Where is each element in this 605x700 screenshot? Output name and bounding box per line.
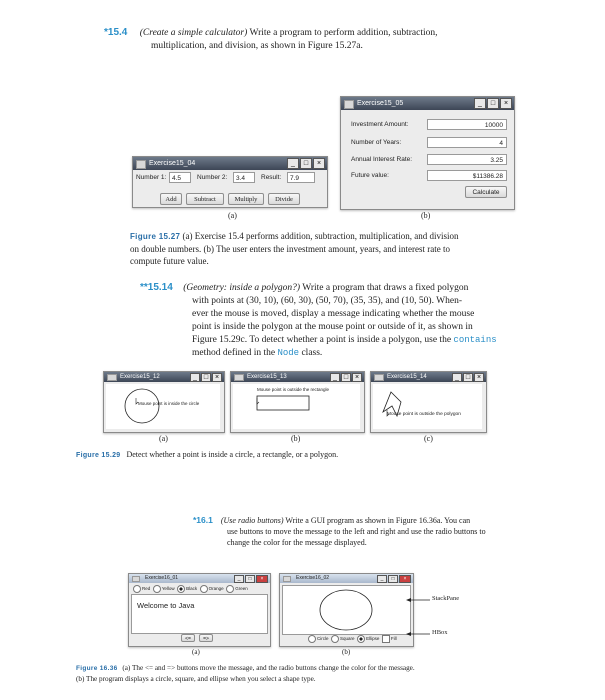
code-contains: contains [453, 335, 497, 345]
window-icon [132, 576, 140, 582]
calculate-button[interactable]: Calculate [465, 186, 507, 198]
subfigure-label: (a) [192, 648, 200, 656]
multiply-button[interactable]: Multiply [228, 193, 264, 205]
maximize-icon[interactable]: □ [487, 98, 499, 109]
exercise-16-1 [193, 515, 533, 548]
close-icon[interactable]: × [474, 373, 484, 382]
polygon-drawing [373, 384, 482, 429]
maximize-icon[interactable]: □ [341, 373, 351, 382]
close-icon[interactable]: × [256, 575, 268, 583]
radio-yellow[interactable]: Yellow [153, 586, 175, 591]
exercise-text: Write a GUI program as shown in Figure 16.36a. You can [283, 516, 471, 525]
close-icon[interactable]: × [212, 373, 222, 382]
exercise-text: change the color for the message displayed. [227, 538, 367, 547]
maximize-icon[interactable]: □ [245, 575, 255, 583]
window-title: Exercise16_02 [296, 575, 330, 581]
title-bar [341, 97, 514, 110]
number2-label: Number 2: [197, 174, 228, 181]
subfigure-label: (a) [228, 211, 237, 220]
subfigure-label: (b) [421, 211, 431, 220]
drawing-pane[interactable] [106, 384, 220, 429]
radio-green[interactable]: Green [226, 586, 248, 591]
welcome-message: Welcome to Java [137, 601, 195, 610]
minimize-icon[interactable]: _ [190, 373, 200, 382]
window-title: Exercise15_05 [357, 100, 404, 107]
radio-red[interactable]: Red [133, 586, 150, 591]
years-label: Number of Years: [351, 139, 402, 146]
window-icon [283, 576, 291, 582]
investment-field[interactable]: 10000 [427, 119, 507, 130]
rate-label: Annual Interest Rate: [351, 156, 413, 163]
figure-caption [130, 230, 510, 267]
figure-caption [76, 449, 536, 462]
minimize-icon[interactable]: _ [287, 158, 299, 169]
exercise-text: with points at (30, 10), (60, 30), (50, 70), (35, 35), and (10, 50). When- [192, 296, 462, 306]
exercise-number: **15.14 [140, 282, 173, 293]
window-icon [136, 160, 146, 169]
window-title: Exercise16_01 [145, 575, 179, 581]
subfigure-label: (a) [159, 434, 168, 443]
drawing-pane[interactable] [233, 384, 360, 429]
caption-text: (b) The program displays a circle, square, and ellipse when you select a shape type. [76, 675, 316, 683]
figure-label: Figure 15.29 [76, 452, 121, 459]
subfigure-label: (b) [342, 648, 351, 656]
figure-label: Figure 16.36 [76, 665, 118, 672]
close-icon[interactable]: × [352, 373, 362, 382]
caption-text: Detect whether a point is inside a circle, a rectangle, or a polygon. [126, 450, 339, 459]
investment-label: Investment Amount: [351, 121, 409, 128]
add-button[interactable]: Add [160, 193, 182, 205]
radio-circle[interactable]: Circle [308, 636, 329, 641]
title-bar [129, 574, 270, 583]
window-icon [374, 374, 384, 381]
window-title: Exercise15_14 [387, 374, 427, 380]
title-bar [280, 574, 413, 583]
radio-message-window [128, 573, 271, 647]
mouse-cursor-icon [257, 398, 259, 404]
years-field[interactable]: 4 [427, 137, 507, 148]
exercise-text: class. [299, 348, 323, 358]
divide-button[interactable]: Divide [268, 193, 300, 205]
title-bar [231, 372, 364, 382]
shape-pane [282, 585, 411, 635]
minimize-icon[interactable]: _ [330, 373, 340, 382]
future-value-field[interactable]: $11386.28 [427, 170, 507, 181]
ellipse-drawing [283, 586, 410, 634]
minimize-icon[interactable]: _ [234, 575, 244, 583]
minimize-icon[interactable]: _ [377, 575, 387, 583]
maximize-icon[interactable]: □ [201, 373, 211, 382]
shape-window [279, 573, 414, 647]
exercise-text: Write a program to perform addition, subtraction, [247, 28, 438, 38]
exercise-text: method defined in the [192, 348, 278, 358]
stackpane-label: StackPane [432, 595, 460, 602]
radio-ellipse[interactable]: Ellipse [357, 636, 379, 641]
window-title: Exercise15_13 [247, 374, 287, 380]
exercise-title: (Geometry: inside a polygon?) [183, 283, 301, 293]
window-title: Exercise15_12 [120, 374, 160, 380]
caption-text: (a) Exercise 15.4 performs addition, subtraction, multiplication, and division [182, 231, 459, 241]
caption-text: compute future value. [130, 256, 209, 266]
radio-orange[interactable]: Orange [200, 586, 224, 591]
move-left-button[interactable]: <= [181, 634, 195, 642]
close-icon[interactable]: × [500, 98, 512, 109]
color-radio-group [133, 585, 248, 593]
circle-drawing [106, 384, 220, 429]
future-value-window [340, 96, 515, 210]
rectangle-window [230, 371, 365, 433]
exercise-text: ever the mouse is moved, display a message indicating whether the mouse [192, 309, 475, 319]
code-node: Node [277, 348, 300, 358]
window-icon [107, 374, 117, 381]
exercise-title: (Use radio buttons) [220, 516, 284, 525]
message-pane [131, 594, 268, 634]
subfigure-label: (b) [291, 434, 301, 443]
figure-label: Figure 15.27 [130, 232, 181, 241]
checkbox-fill[interactable]: Fill [382, 636, 397, 641]
exercise-number: *15.4 [104, 27, 128, 38]
hbox-label: HBox [432, 629, 448, 636]
exercise-15-14 [140, 281, 530, 360]
polygon-window [370, 371, 487, 433]
minimize-icon[interactable]: _ [474, 98, 486, 109]
exercise-number: *16.1 [193, 515, 213, 525]
circle-window [103, 371, 225, 433]
title-bar [371, 372, 486, 382]
window-icon [234, 374, 244, 381]
subtract-button[interactable]: Subtract [186, 193, 224, 205]
window-title: Exercise15_04 [149, 160, 196, 167]
maximize-icon[interactable]: □ [388, 575, 398, 583]
rate-field[interactable]: 3.25 [427, 154, 507, 165]
caption-text: (a) The <= and => buttons move the message, and the radio buttons change the color for the message. [122, 664, 415, 672]
close-icon[interactable]: × [399, 575, 411, 583]
future-value-label: Future value: [351, 172, 389, 179]
radio-square[interactable]: Square [331, 636, 355, 641]
mouse-message: Mouse point is outside the polygon [387, 412, 461, 417]
subfigure-label: (c) [424, 434, 433, 443]
close-icon[interactable]: × [313, 158, 325, 169]
mouse-message: Mouse point is inside the circle [138, 401, 200, 406]
move-right-button[interactable]: => [199, 634, 213, 642]
result-field[interactable]: 7.9 [287, 172, 315, 183]
exercise-text: Figure 15.29c. To detect whether a point is inside a polygon, use the [192, 335, 454, 345]
window-icon [344, 100, 354, 109]
maximize-icon[interactable]: □ [300, 158, 312, 169]
mouse-message: Mouse point is outside the rectangle [257, 387, 330, 392]
exercise-15-4 [104, 26, 524, 53]
exercise-text: multiplication, and division, as shown in Figure 15.27a. [151, 41, 363, 51]
result-label: Result: [261, 174, 282, 181]
caption-text: on double numbers. (b) The user enters the investment amount, years, and interest rate to [130, 244, 450, 254]
minimize-icon[interactable]: _ [452, 373, 462, 382]
shape-radio-group [308, 635, 397, 643]
radio-black[interactable]: Black [177, 586, 197, 591]
exercise-text: use buttons to move the message to the left and right and use the radio buttons to [227, 527, 486, 536]
exercise-title: (Create a simple calculator) [139, 28, 248, 38]
number2-field[interactable]: 3.4 [233, 172, 255, 183]
drawing-pane[interactable] [373, 384, 482, 429]
number1-label: Number 1: [136, 174, 167, 181]
number1-field[interactable]: 4.5 [169, 172, 191, 183]
figure-caption [76, 663, 546, 684]
title-bar [133, 157, 327, 170]
exercise-text: point is inside the polygon at the mouse point or outside of it, as shown in [192, 322, 473, 332]
maximize-icon[interactable]: □ [463, 373, 473, 382]
exercise-text: Write a program that draws a fixed polygon [300, 283, 469, 293]
title-bar [104, 372, 224, 382]
